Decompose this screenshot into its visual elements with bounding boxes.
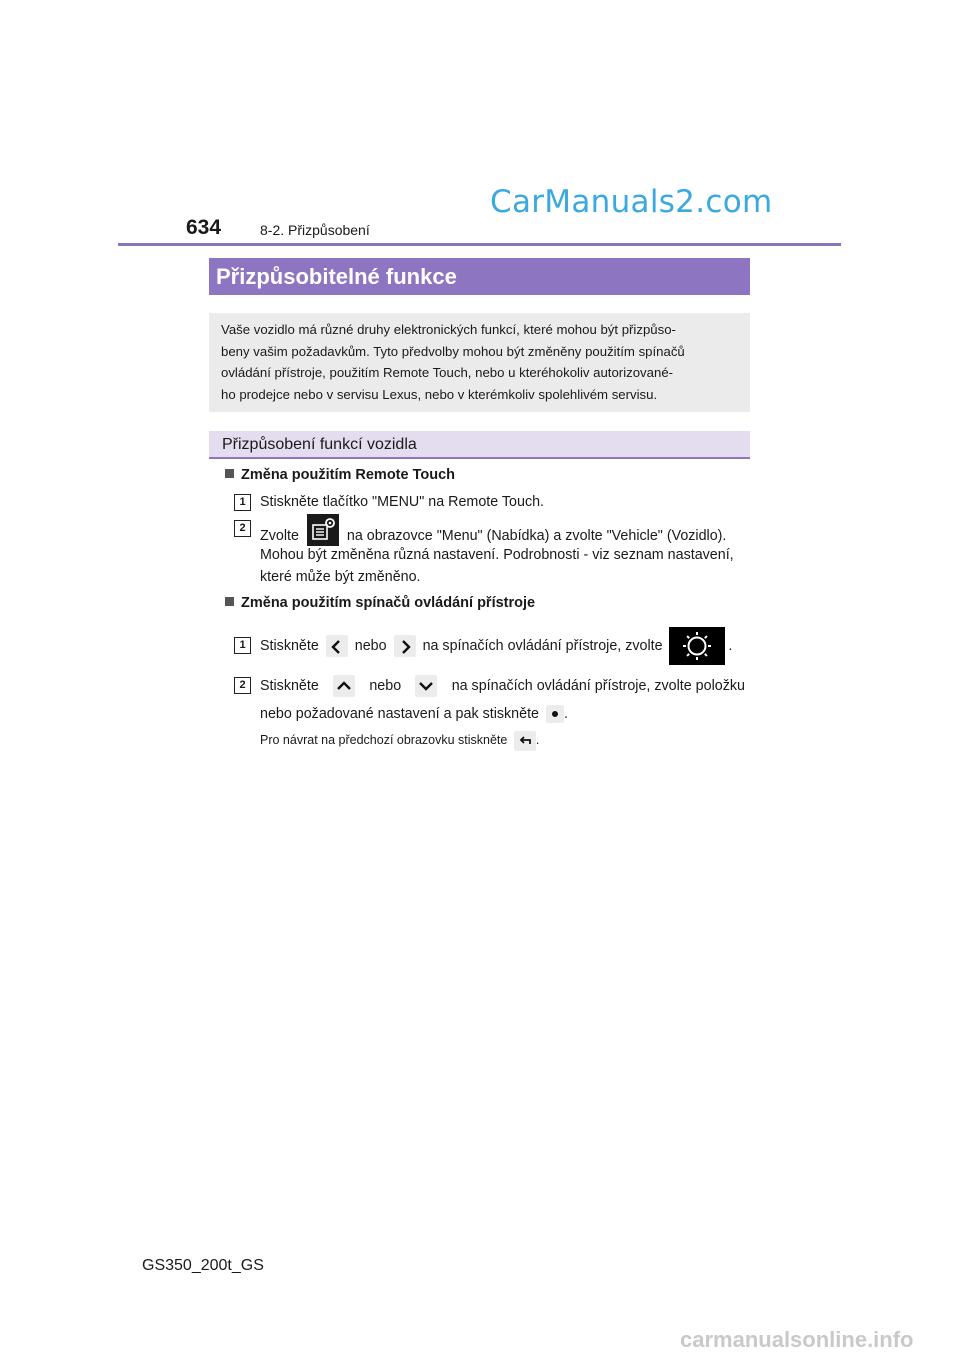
meter-step1-t2: nebo <box>354 638 387 654</box>
right-arrow-icon <box>394 635 416 657</box>
subsection-title: Přizpůsobení funkcí vozidla <box>209 431 750 459</box>
watermark-carmanualsonline: carmanualsonline.info <box>680 1327 914 1352</box>
meter-step2-line2 <box>260 703 568 725</box>
meter-step2-note-end: . <box>535 733 540 747</box>
meter-step1-t1: Stiskněte <box>260 638 319 654</box>
bullet-square-icon <box>225 597 234 606</box>
meter-step1-t3: na spínačích ovládání přístroje, zvolte <box>422 638 663 654</box>
step-badge: 2 <box>234 520 251 537</box>
meter-step2-note-text: Pro návrat na předchozí obrazovku stiskněte <box>260 733 508 747</box>
remote-step2-after: na obrazovce "Menu" (Nabídka) a zvolte "Vehicle" (Vozidlo). <box>346 527 727 544</box>
intro-box <box>209 313 750 412</box>
meter-step2-t2: nebo <box>369 678 402 694</box>
meter-step2-note <box>260 730 539 750</box>
remote-step1-text: Stiskněte tlačítko "MENU" na Remote Touch. <box>260 494 545 510</box>
intro-line: ho prodejce nebo v servisu Lexus, nebo v kterémkoliv spolehlivém servisu. <box>221 386 658 402</box>
meter-step2-t3: na spínačích ovládání přístroje, zvolte položku <box>451 678 745 694</box>
intro-line: ovládání přístroje, použitím Remote Touch, nebo u kteréhokoliv autorizované- <box>221 365 674 380</box>
page-number: 634 <box>186 216 222 239</box>
left-arrow-icon <box>326 635 348 657</box>
header-divider <box>118 243 841 246</box>
remote-step2-before: Zvolte <box>260 527 299 544</box>
enter-dot-icon <box>546 705 564 723</box>
remote-step2-note2: které může být změněno. <box>260 569 421 585</box>
meter-step1-t4: . <box>728 638 733 654</box>
remote-step2-note1: Mohou být změněna různá nastavení. Podrobnosti - viz seznam nastavení, <box>260 547 734 563</box>
step-badge: 2 <box>234 677 251 694</box>
step-badge: 1 <box>234 637 251 654</box>
intro-line: Vaše vozidlo má různé druhy elektronických funkcí, které mohou být přizpůso- <box>221 322 676 337</box>
meter-step2-t1: Stiskněte <box>260 678 319 694</box>
meter-step1-line <box>260 627 733 665</box>
page-title: Přizpůsobitelné funkce <box>209 258 750 295</box>
down-arrow-icon <box>415 675 437 697</box>
remote-touch-heading-text: Změna použitím Remote Touch <box>241 467 456 483</box>
up-arrow-icon <box>333 675 355 697</box>
back-arrow-icon <box>514 731 536 751</box>
bullet-square-icon <box>225 469 234 478</box>
watermark-carmanuals2: CarManuals2.com <box>490 184 773 220</box>
remote-touch-heading <box>225 467 455 483</box>
gear-icon <box>669 627 725 665</box>
footer-model-code: GS350_200t_GS <box>142 1257 264 1274</box>
intro-line: beny vašim požadavkům. Tyto předvolby mohou být změněny použitím spínačů <box>221 343 685 359</box>
section-title: 8-2. Přizpůsobení <box>260 222 370 238</box>
meter-switch-heading <box>225 595 535 611</box>
step-badge: 1 <box>234 494 251 511</box>
meter-step2-line2-text: nebo požadované nastavení a pak stiskněte <box>260 706 539 722</box>
meter-step2-line2-end: . <box>563 706 568 722</box>
meter-step2-line <box>260 674 745 698</box>
meter-switch-heading-text: Změna použitím spínačů ovládání přístroje <box>241 595 536 611</box>
remote-step2-line <box>260 514 726 546</box>
